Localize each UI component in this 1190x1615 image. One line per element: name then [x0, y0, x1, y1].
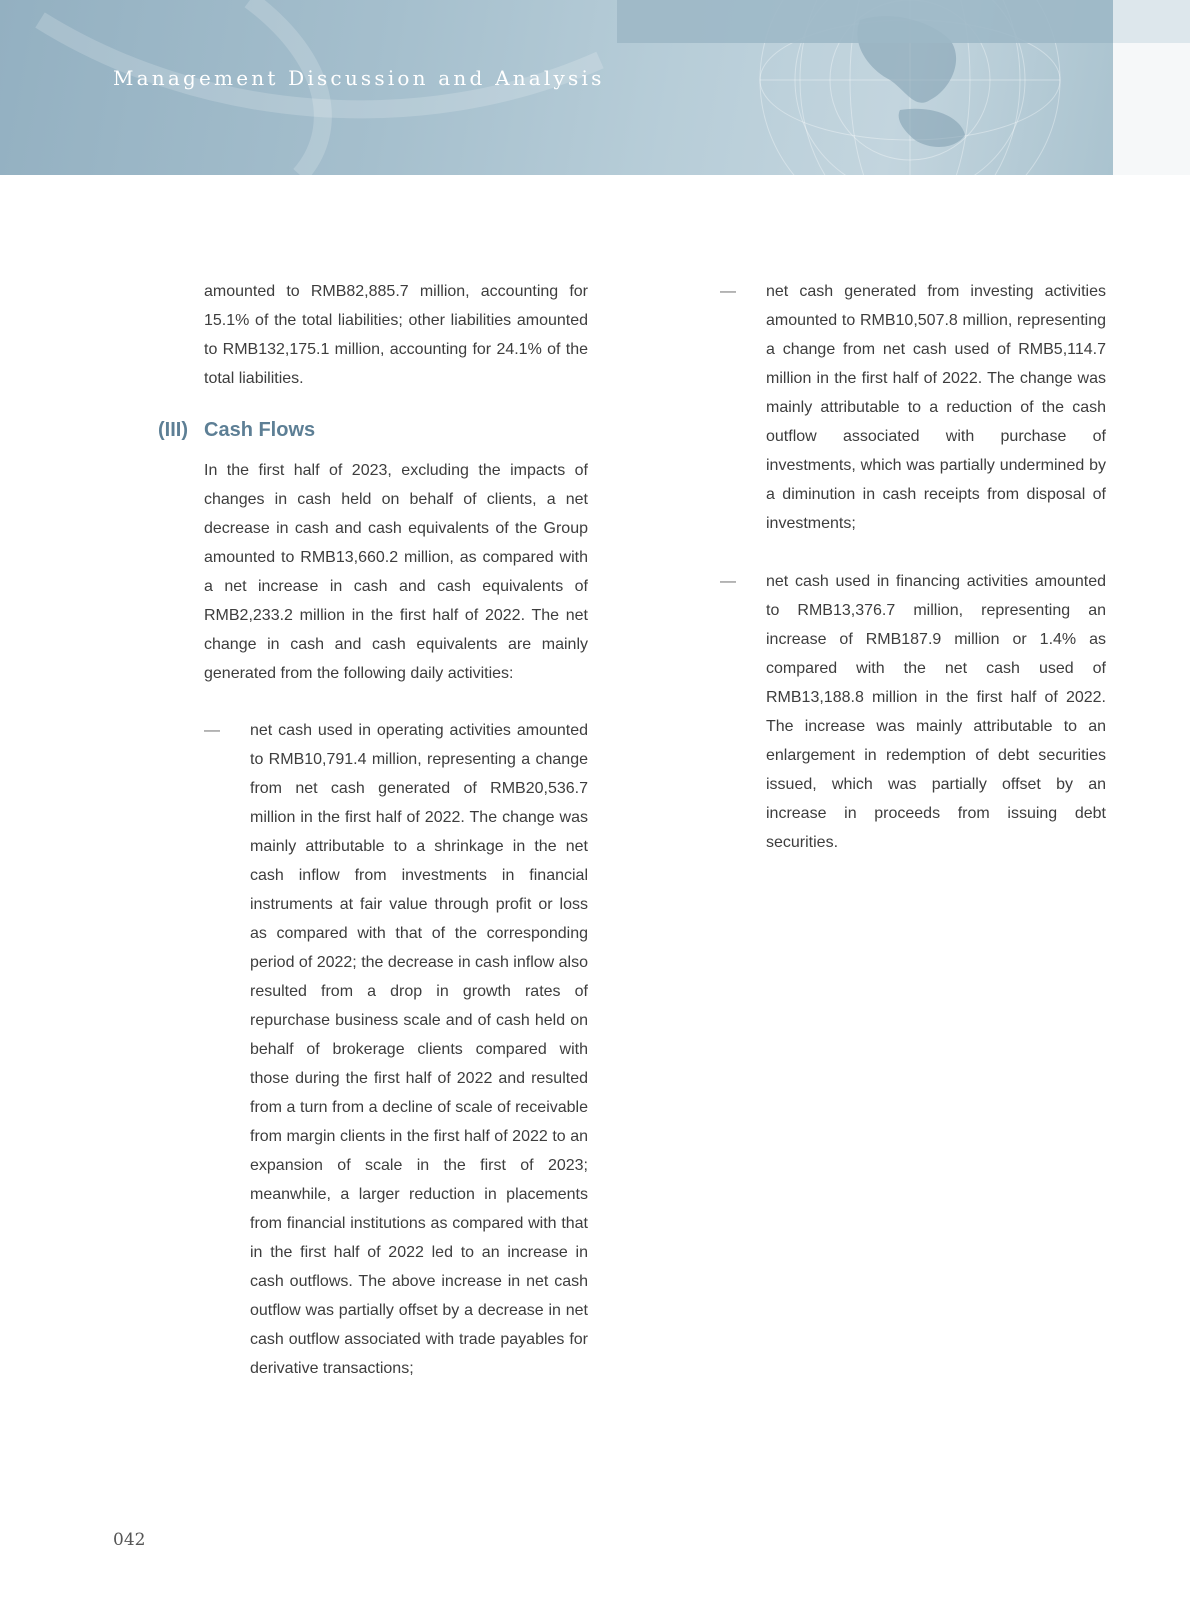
banner-side-panel	[1113, 43, 1190, 175]
banner-corner-tab	[1113, 0, 1190, 43]
bullet-operating-activities	[204, 716, 588, 1383]
bullet-investing-activities	[720, 277, 1106, 538]
header-banner	[0, 0, 1113, 175]
section-body-paragraph: In the first half of 2023, excluding the impacts of changes in cash held on behalf of clients, a net decrease in cash and cash equivalents of the Group amounted to RMB13,660.2 million, as compared with a net increase in cash and cash equivalents of RMB2,233.2 million in the first half of 2022. The net change in cash and cash equivalents are mainly generated from the following daily activities:	[204, 462, 588, 682]
left-column	[158, 277, 588, 1383]
section-title: Cash Flows	[204, 419, 316, 441]
right-column	[720, 277, 1106, 857]
bullet-text: net cash used in financing activities amounted to RMB13,376.7 million, representing an increase of RMB187.9 million or 1.4% as compared with the net cash used of RMB13,188.8 million in the first half of 2022. The increase was mainly attributable to an enlargement in redemption of debt securities issued, which was partially offset by an increase in proceeds from issuing debt securities.	[766, 573, 1106, 851]
bullet-dash: —	[204, 722, 220, 739]
section-number: (III)	[158, 419, 188, 441]
section-heading	[158, 419, 588, 442]
bullet-text: net cash used in operating activities amounted to RMB10,791.4 million, representing a change from net cash generated of RMB20,536.7 million in the first half of 2022. The change was mainly attributable to a shrinkage in the net cash inflow from investments in financial instruments at fair value through profit or loss as compared with that of the corresponding period of 2022; the decrease in cash inflow also resulted from a drop in growth rates of repurchase business scale and of cash held on behalf of brokerage clients compared with those during the first half of 2022 and resulted from a turn from a decline of scale of receivable from margin clients in the first half of 2022 to an expansion of scale in the first of 2023; meanwhile, a larger reduction in placements from financial institutions as compared with that in the first half of 2022 led to an increase in cash outflows. The above increase in net cash outflow was partially offset by a decrease in net cash outflow associated with trade payables for derivative transactions;	[250, 722, 588, 1377]
banner-top-strip	[617, 0, 1113, 43]
bullet-dash: —	[720, 283, 736, 300]
bullet-dash: —	[720, 573, 736, 590]
intro-paragraph: amounted to RMB82,885.7 million, accounting for 15.1% of the total liabilities; other liabilities amounted to RMB132,175.1 million, accounting for 24.1% of the total liabilities.	[204, 283, 588, 387]
bullet-financing-activities	[720, 567, 1106, 857]
page-number: 042	[113, 1530, 146, 1550]
section-header-title: Management Discussion and Analysis	[113, 66, 605, 90]
bullet-text: net cash generated from investing activities amounted to RMB10,507.8 million, representing a change from net cash used of RMB5,114.7 million in the first half of 2022. The change was mainly attributable to a reduction of the cash outflow associated with purchase of investments, which was partially undermined by a diminution in cash receipts from disposal of investments;	[766, 283, 1106, 532]
